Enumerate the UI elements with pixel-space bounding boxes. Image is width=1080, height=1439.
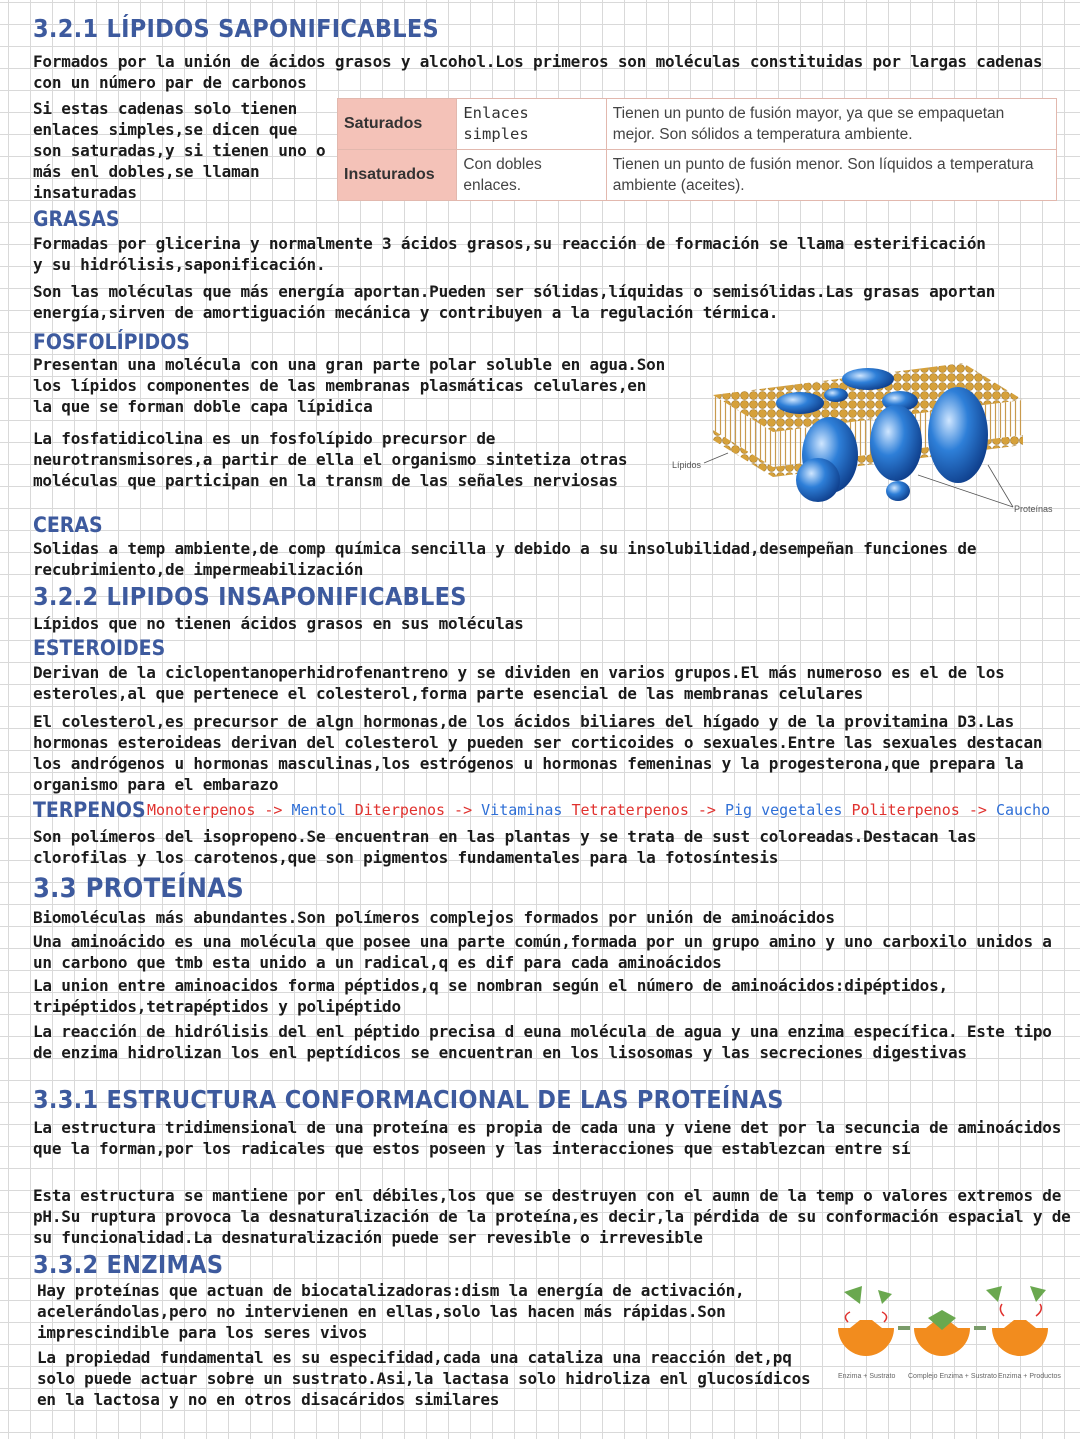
protein-shape [796, 458, 840, 502]
enzyme-shape [992, 1320, 1048, 1356]
saponificables-side-text: Si estas cadenas solo tienen enlaces simples,se dicen que son saturadas,y si tienen uno o más enl dobles,se llaman insaturadas [33, 99, 326, 202]
section-title-estructura: 3.3.1 ESTRUCTURA CONFORMACIONAL DE LAS PROTEÍNAS [33, 1085, 784, 1114]
connector [974, 1326, 986, 1330]
table-cell-desc: Tienen un punto de fusión mayor, ya que se empaquetan mejor. Son sólidos a temperatura ambiente. [606, 99, 1056, 150]
table-cell-type: Insaturados [338, 150, 457, 201]
grasas-p1: Formadas por glicerina y normalmente 3 ácidos grasos,su reacción de formación se llama esterificación y su hidrólisis,saponificación. [33, 234, 986, 274]
label-lipidos: Lípidos [672, 460, 702, 470]
protein-shape [776, 392, 824, 414]
terpenos-annotation [147, 801, 1050, 819]
proteinas-p1: Biomoléculas más abundantes.Son polímeros complejos formados por unión de aminoácidos [33, 908, 835, 927]
esteroides-p1: Derivan de la ciclopentanoperhidrofenantreno y se dividen en varios grupos.El más numeroso es el de los esteroles,al que pertenece el colesterol,forma parte esencial de las membranas celulares [33, 663, 1005, 703]
annotation-term: Politerpenos -> [851, 801, 987, 819]
label-complejo: Complejo Enzima + Sustrato [908, 1373, 997, 1380]
arrow-icon [845, 1312, 850, 1322]
terpenos-p1: Son polímeros del isopropeno.Se encuentran en las plantas y se trata de sust coloreadas.Destacan las clorofilas y los carotenos,que son pigmentos fundamentales para la fotosíntesis [33, 827, 977, 867]
annotation-example: Vitaminas [481, 801, 563, 819]
table-cell-bond: Con dobles enlaces. [457, 150, 606, 201]
enzyme-figure [832, 1280, 1072, 1385]
section-title-enzimas: 3.3.2 ENZIMAS [33, 1250, 224, 1279]
fosfolipidos-p2: La fosfatidicolina es un fosfolípido precursor de neurotransmisores,a partir de ella el organismo sintetiza otras moléculas que participan en la transm de las señales nerviosas [33, 429, 628, 490]
grasas-p2: Son las moléculas que más energía aportan.Pueden ser sólidas,líquidas o semisólidas.Las grasas aportan energía,sirven de amortiguación mecánica y contribuyen a la regulación térmica. [33, 282, 996, 322]
annotation-example: Caucho [995, 801, 1051, 819]
table-cell-desc: Tienen un punto de fusión menor. Son líquidos a temperatura ambiente (aceites). [606, 150, 1056, 201]
fatty-acid-table [337, 98, 1057, 201]
arrow-icon [1000, 1304, 1004, 1316]
section-title-saponificables: 3.2.1 LÍPIDOS SAPONIFICABLES [33, 14, 440, 43]
esteroides-p2: El colesterol,es precursor de algn hormonas,de los ácidos biliares del hígado y de la provitamina D3.Las hormonas esteroideas derivan del colesterol y pueden ser corticoides o sexuales.Entre las sexuales destacan los andrógenos u hormonas masculinas,los estrógenos u hormonas femeninas y la progesterona,que prepara la organismo para el embarazo [33, 712, 1043, 794]
fosfolipidos-p1: Presentan una molécula con una gran parte polar soluble en agua.Son los lípidos componentes de las membranas plasmáticas celulares,en la que se forman doble capa lípidica [33, 355, 665, 416]
annotation-example: Pig vegetales [725, 801, 843, 819]
enzimas-p1: Hay proteínas que actuan de biocatalizadoras:dism la energía de activación, acelerándolas,pero no intervienen en ellas,solo las hacen más rápidas.Son imprescindible para los seres vivos [37, 1281, 745, 1342]
product-shape [986, 1286, 1002, 1302]
annotation-term: Tetraterpenos -> [571, 801, 716, 819]
annotation-term: Diterpenos -> [354, 801, 473, 819]
ceras-p1: Solidas a temp ambiente,de comp química sencilla y debido a su insolubilidad,desempeñan funciones de recubrimiento,de impermeabilización [33, 539, 977, 579]
saponificables-intro: Formados por la unión de ácidos grasos y alcohol.Los primeros son moléculas constituidas por largas cadenas con un número par de carbonos [33, 52, 1043, 92]
protein-shape [842, 368, 894, 390]
product-shape [1030, 1286, 1046, 1302]
arrow-icon [882, 1312, 887, 1322]
pointer-line [704, 453, 728, 463]
protein-shape [928, 387, 988, 483]
section-title-insaponificables: 3.2.2 LIPIDOS INSAPONIFICABLES [33, 582, 467, 611]
enzimas-p2: La propiedad fundamental es su especifidad,cada una cataliza una reacción det,pq solo puede actuar sobre un sustrato.Asi,la lactasa solo hidroliza enl glucosídicos en la lactosa y no en otros disacáridos similares [37, 1348, 811, 1409]
label-enzima-sustrato: Enzima + Sustrato [838, 1373, 896, 1380]
section-title-fosfolipidos: FOSFOLÍPIDOS [33, 330, 190, 354]
proteinas-p4: La reacción de hidrólisis del enl péptido precisa d euna molécula de agua y una enzima específica. Este tipo de enzima hidrolizan los enl peptídicos se encuentran en los lisosomas y las secreciones digestivas [33, 1022, 1052, 1062]
insaponificables-p1: Lípidos que no tienen ácidos grasos en sus moléculas [33, 614, 524, 633]
enzyme-shape [838, 1320, 894, 1356]
bond-text: Enlaces simples [463, 104, 529, 143]
table-row [338, 99, 1057, 150]
estructura-p1: La estructura tridimensional de una proteína es propia de cada una y viene det por la secuncia de aminoácidos que la forman,por los radicales que estos poseen y las interacciones que establezcan entre sí [33, 1118, 1062, 1158]
section-title-esteroides: ESTEROIDES [33, 636, 166, 660]
table-cell-type: Saturados [338, 99, 457, 150]
label-proteinas: Proteínas [1014, 504, 1053, 514]
table-cell-bond [457, 99, 606, 150]
annotation-term: Monoterpenos -> [147, 801, 283, 819]
proteinas-p2: Una aminoácido es una molécula que posee una parte común,formada por un grupo amino y uno carboxilo unidos a un carbono que tmb esta unido a un radical,q es dif para cada aminoácidos [33, 932, 1052, 972]
annotation-example: Mentol [291, 801, 346, 819]
section-title-ceras: CERAS [33, 513, 103, 537]
estructura-p2: Esta estructura se mantiene por enl débiles,los que se destruyen con el aumn de la temp o valores extremos de pH.Su ruptura provoca la desnaturalización de la proteína,es decir,la pérdida de su conformación espacial y de su funcionalidad.La desnaturalización puede ser revesible o irrevesible [33, 1186, 1071, 1247]
connector [898, 1326, 910, 1330]
table-row [338, 150, 1057, 201]
substrate-shape [878, 1290, 892, 1304]
protein-shape [870, 405, 922, 481]
section-title-terpenos: TERPENOS [33, 798, 146, 822]
substrate-shape [844, 1286, 862, 1304]
proteinas-p3: La union entre aminoacidos forma péptidos,q se nombran según el número de aminoácidos:dipéptidos, tripéptidos,tetrapéptidos y polipéptido [33, 976, 948, 1016]
section-title-grasas: GRASAS [33, 207, 120, 231]
pointer-line [988, 465, 1013, 507]
arrow-icon [1036, 1304, 1041, 1316]
protein-shape [886, 481, 910, 501]
label-enzima-productos: Enzima + Productos [998, 1373, 1061, 1380]
membrane-figure [668, 355, 1063, 520]
section-title-proteinas: 3.3 PROTEÍNAS [33, 873, 245, 904]
protein-shape [824, 388, 848, 402]
